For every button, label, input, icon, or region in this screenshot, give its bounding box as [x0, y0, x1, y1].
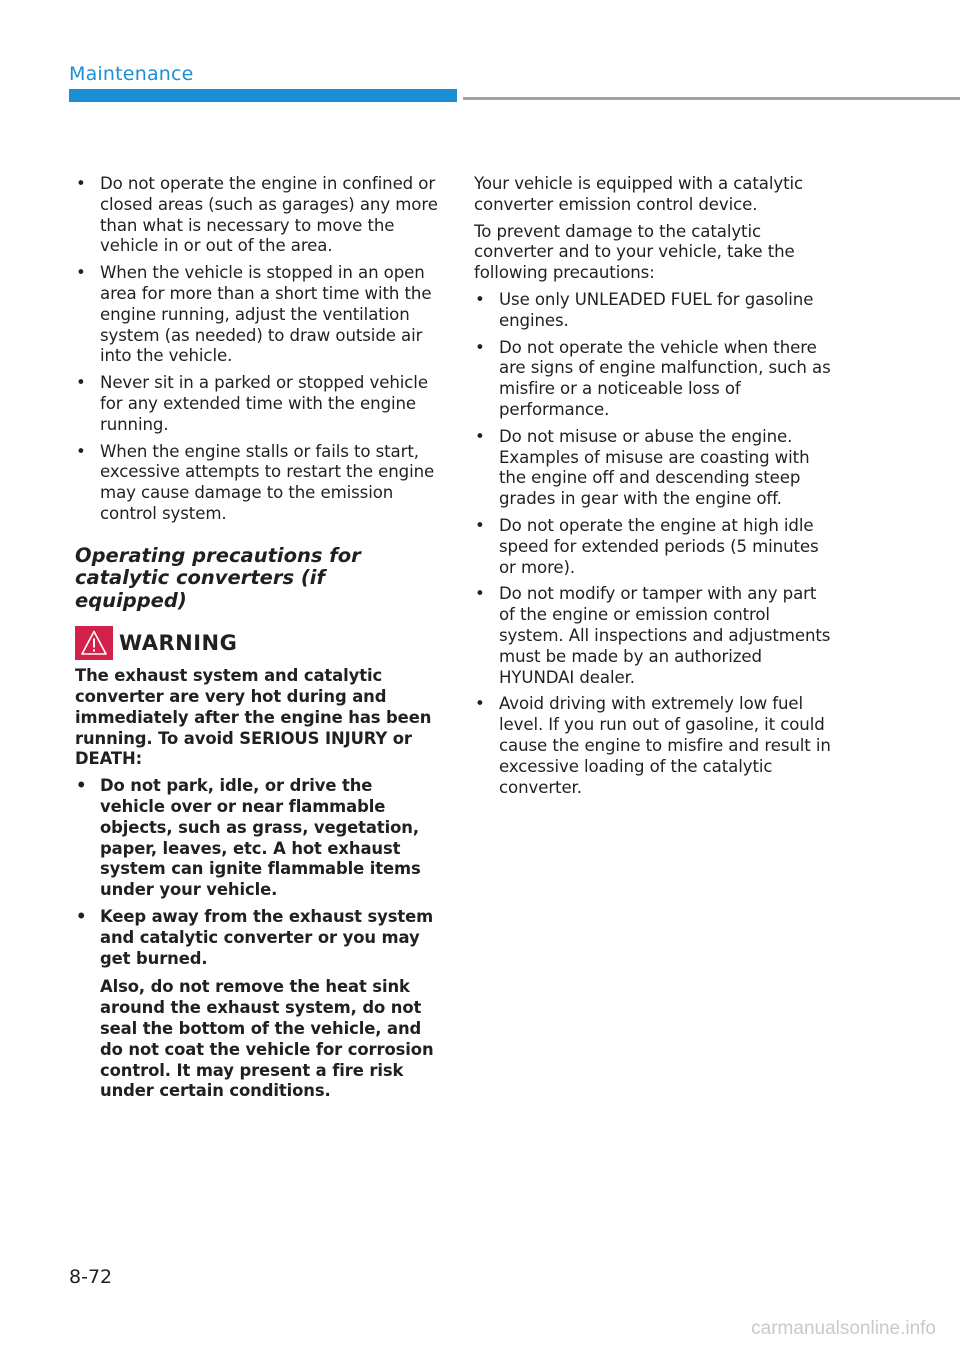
list-item — [474, 338, 836, 421]
list-item-text: Avoid driving with extremely low fuel level. If you run out of gasoline, it could cause the engine to misfire and result in excessive loading of the catalytic converter. — [499, 694, 831, 797]
catalytic-precautions-list — [474, 290, 836, 798]
bullet-glyph: • — [76, 373, 86, 393]
list-item — [474, 290, 836, 332]
bullet-glyph: • — [475, 337, 485, 357]
list-item-text: Do not misuse or abuse the engine. Examples of misuse are coasting with the engine off and descending steep grades in gear with the engine off. — [499, 426, 810, 509]
warning-triangle-icon — [75, 626, 113, 660]
list-item — [474, 427, 836, 510]
list-item-text: When the vehicle is stopped in an open area for more than a short time with the engine running, adjust the ventilation system (as needed) to draw outside air into the vehicle. — [100, 263, 432, 366]
bullet-glyph: • — [475, 584, 485, 604]
intro-paragraph: To prevent damage to the catalytic converter and to your vehicle, take the following precautions: — [474, 221, 795, 283]
bullet-glyph: • — [475, 289, 485, 309]
bullet-glyph: • — [76, 441, 86, 461]
list-item — [75, 373, 440, 435]
list-item — [474, 516, 836, 578]
list-item — [75, 907, 440, 1102]
warning-header — [75, 626, 440, 660]
header-rule-grey — [463, 97, 960, 100]
catalytic-precautions-heading: Operating precautions for catalytic converters (if equipped) — [75, 543, 361, 612]
watermark: carmanualsonline.info — [751, 1318, 936, 1339]
warning-intro: The exhaust system and catalytic converter are very hot during and immediately after the engine has been running. To avoid SERIOUS INJURY or DEATH: — [75, 666, 432, 769]
warning-continuation: Also, do not remove the heat sink around the exhaust system, do not seal the bottom of the vehicle, and do not coat the vehicle for corrosion control. It may present a fire risk under certain conditions. — [100, 977, 434, 1101]
list-item — [75, 263, 440, 367]
list-item-text: Do not operate the engine at high idle speed for extended periods (5 minutes or more). — [499, 515, 819, 577]
bullet-glyph: • — [475, 694, 485, 714]
header-rule-blue — [69, 89, 457, 102]
exhaust-precautions-list — [75, 174, 440, 525]
list-item-text: Use only UNLEADED FUEL for gasoline engines. — [499, 289, 814, 330]
list-item-text: Do not park, idle, or drive the vehicle over or near flammable objects, such as grass, vegetation, paper, leaves, etc. A hot exhaust system can ignite flammable items under your vehicle. — [100, 776, 421, 900]
list-item — [75, 776, 440, 901]
bullet-glyph: • — [76, 174, 86, 193]
list-item-text: When the engine stalls or fails to start, excessive attempts to restart the engine may cause damage to the emission control system. — [100, 441, 435, 523]
warning-label: WARNING — [119, 631, 238, 656]
list-item-text: Never sit in a parked or stopped vehicle for any extended time with the engine running. — [100, 373, 428, 434]
list-item-text: Do not operate the vehicle when there are signs of engine malfunction, such as misfire or a noticeable loss of performance. — [499, 337, 831, 419]
right-column — [474, 174, 836, 804]
list-item-text: Do not operate the engine in confined or closed areas (such as garages) any more than what is necessary to move the vehicle in or out of the area. — [100, 174, 438, 256]
page-number: 8-72 — [69, 1266, 113, 1288]
list-item — [75, 442, 440, 525]
list-item-text: Do not modify or tamper with any part of the engine or emission control system. All inspections and adjustments must be made by an authorized HYUNDAI dealer. — [499, 584, 831, 687]
section-title: Maintenance — [69, 63, 194, 85]
bullet-glyph: • — [475, 515, 485, 535]
bullet-glyph: • — [475, 426, 485, 446]
bullet-glyph: • — [76, 263, 86, 283]
intro-paragraph: Your vehicle is equipped with a catalytic converter emission control device. — [474, 174, 804, 214]
list-item — [474, 694, 836, 798]
list-item — [75, 174, 440, 257]
left-column — [75, 174, 440, 1108]
warning-list — [75, 776, 440, 1102]
bullet-glyph: • — [76, 776, 87, 796]
bullet-glyph: • — [76, 907, 87, 927]
list-item — [474, 584, 836, 688]
list-item-text: Keep away from the exhaust system and catalytic converter or you may get burned. — [100, 907, 434, 968]
